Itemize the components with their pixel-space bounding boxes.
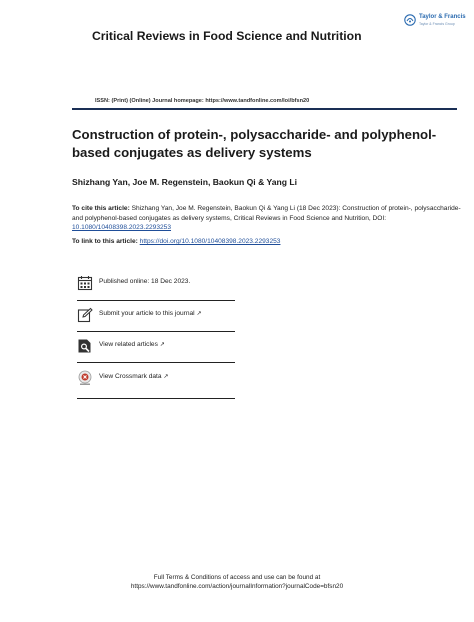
header-divider [72, 108, 457, 110]
edit-icon [77, 307, 93, 323]
footer-terms-link[interactable]: https://www.tandfonline.com/action/journalInformation?journalCode=bfsn20 [130, 582, 344, 590]
article-doi-link[interactable]: https://doi.org/10.1080/10408398.2023.2293253 [139, 238, 281, 245]
related-articles-item[interactable] [77, 338, 235, 368]
crossmark-icon [77, 370, 93, 386]
divider [77, 362, 235, 363]
crossmark-label: View Crossmark data [99, 373, 162, 380]
issn-line[interactable]: ISSN: (Print) (Online) Journal homepage: https://www.tandfonline.com/loi/bfsn20 [95, 98, 310, 104]
divider [77, 331, 235, 332]
divider [77, 398, 235, 399]
published-item [77, 275, 235, 305]
publisher-logo [404, 12, 468, 32]
crossmark-item[interactable] [77, 370, 235, 400]
publisher-logo-icon [404, 14, 416, 26]
journal-title: Critical Reviews in Food Science and Nutrition [92, 29, 362, 43]
cite-text: Shizhang Yan, Joe M. Regenstein, Baokun Qi & Yang Li (18 Dec 2023): Construction of protein-, polysaccharide- and polyphenol-based conjugates as delivery systems, Critical Reviews in Food Science and Nutrition, DOI: [72, 205, 461, 222]
divider [77, 300, 235, 301]
publisher-tagline: Taylor & Francis Group [419, 22, 455, 26]
related-articles-link[interactable] [99, 341, 165, 348]
link-label: To link to this article: [72, 238, 138, 245]
submit-article-link[interactable] [99, 310, 202, 317]
publisher-name: Taylor & Francis [419, 14, 466, 20]
cite-doi-link[interactable]: 10.1080/10408398.2023.2293253 [72, 224, 172, 232]
submit-article-item[interactable] [77, 307, 235, 337]
article-title: Construction of protein-, polysaccharide- and polyphenol-based conjugates as delivery systems [72, 127, 437, 160]
external-link-icon: ↗ [196, 311, 202, 317]
external-link-icon: ↗ [163, 374, 169, 380]
external-link-icon: ↗ [159, 342, 165, 348]
footer-line-1: Full Terms & Conditions of access and use can be found at [153, 574, 321, 581]
citation-block [72, 204, 462, 233]
submit-article-label: Submit your article to this journal [99, 310, 195, 317]
crossmark-link[interactable] [99, 373, 169, 380]
related-articles-icon [77, 338, 93, 354]
article-link-row [72, 238, 280, 245]
published-date: Published online: 18 Dec 2023. [99, 278, 191, 285]
calendar-icon [77, 275, 93, 291]
related-articles-label: View related articles [99, 341, 158, 348]
article-authors: Shizhang Yan, Joe M. Regenstein, Baokun Qi & Yang Li [72, 177, 298, 187]
footer [0, 574, 474, 592]
cite-label: To cite this article: [72, 205, 130, 212]
